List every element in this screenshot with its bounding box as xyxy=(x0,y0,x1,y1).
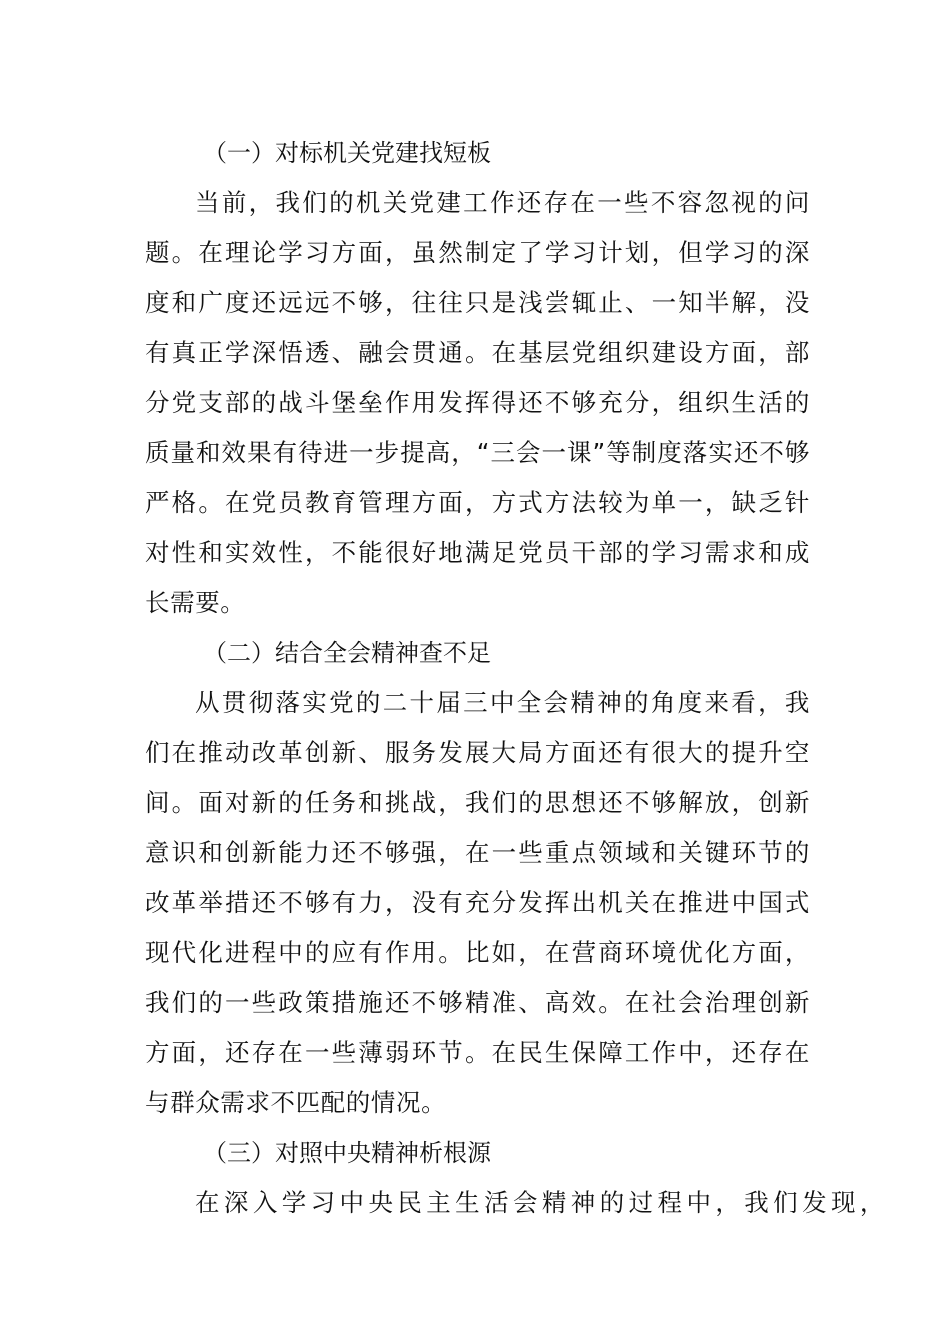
section-heading: （一）对标机关党建找短板 xyxy=(203,139,491,167)
paragraph-line: 分党支部的战斗堡垒作用发挥得还不够充分，组织生活的 xyxy=(145,388,810,417)
document-body xyxy=(145,128,885,1228)
paragraph-line: 我们的一些政策措施还不够精准、高效。在社会治理创新 xyxy=(145,988,810,1017)
paragraph-line: 严格。在党员教育管理方面，方式方法较为单一，缺乏针 xyxy=(145,488,810,517)
section-heading: （二）结合全会精神查不足 xyxy=(203,639,491,667)
paragraph-line: 们在推动改革创新、服务发展大局方面还有很大的提升空 xyxy=(145,738,810,767)
paragraph-line: 在深入学习中央民主生活会精神的过程中，我们发现， xyxy=(195,1188,885,1217)
paragraph-line: 度和广度还远远不够，往往只是浅尝辄止、一知半解，没 xyxy=(145,288,810,317)
paragraph-line: 间。面对新的任务和挑战，我们的思想还不够解放，创新 xyxy=(145,788,810,817)
paragraph-line: 改革举措还不够有力，没有充分发挥出机关在推进中国式 xyxy=(145,888,810,917)
paragraph-line: 从贯彻落实党的二十届三中全会精神的角度来看，我 xyxy=(195,688,810,717)
paragraph-line: 质量和效果有待进一步提高，“三会一课”等制度落实还不够 xyxy=(145,438,810,467)
paragraph-line: 题。在理论学习方面，虽然制定了学习计划，但学习的深 xyxy=(145,238,810,267)
paragraph-line: 意识和创新能力还不够强，在一些重点领域和关键环节的 xyxy=(145,838,810,867)
section-1 xyxy=(145,128,810,628)
paragraph-line: 现代化进程中的应有作用。比如，在营商环境优化方面， xyxy=(145,938,810,967)
section-3 xyxy=(145,1128,885,1228)
paragraph-line: 长需要。 xyxy=(145,588,246,617)
section-2 xyxy=(145,628,810,1128)
paragraph-line: 方面，还存在一些薄弱环节。在民生保障工作中，还存在 xyxy=(145,1038,810,1067)
section-heading: （三）对照中央精神析根源 xyxy=(203,1139,491,1167)
paragraph-line: 与群众需求不匹配的情况。 xyxy=(145,1088,447,1117)
paragraph-line: 有真正学深悟透、融会贯通。在基层党组织建设方面，部 xyxy=(145,338,810,367)
paragraph-line: 当前，我们的机关党建工作还存在一些不容忽视的问 xyxy=(195,188,810,217)
paragraph-line: 对性和实效性，不能很好地满足党员干部的学习需求和成 xyxy=(145,538,810,567)
